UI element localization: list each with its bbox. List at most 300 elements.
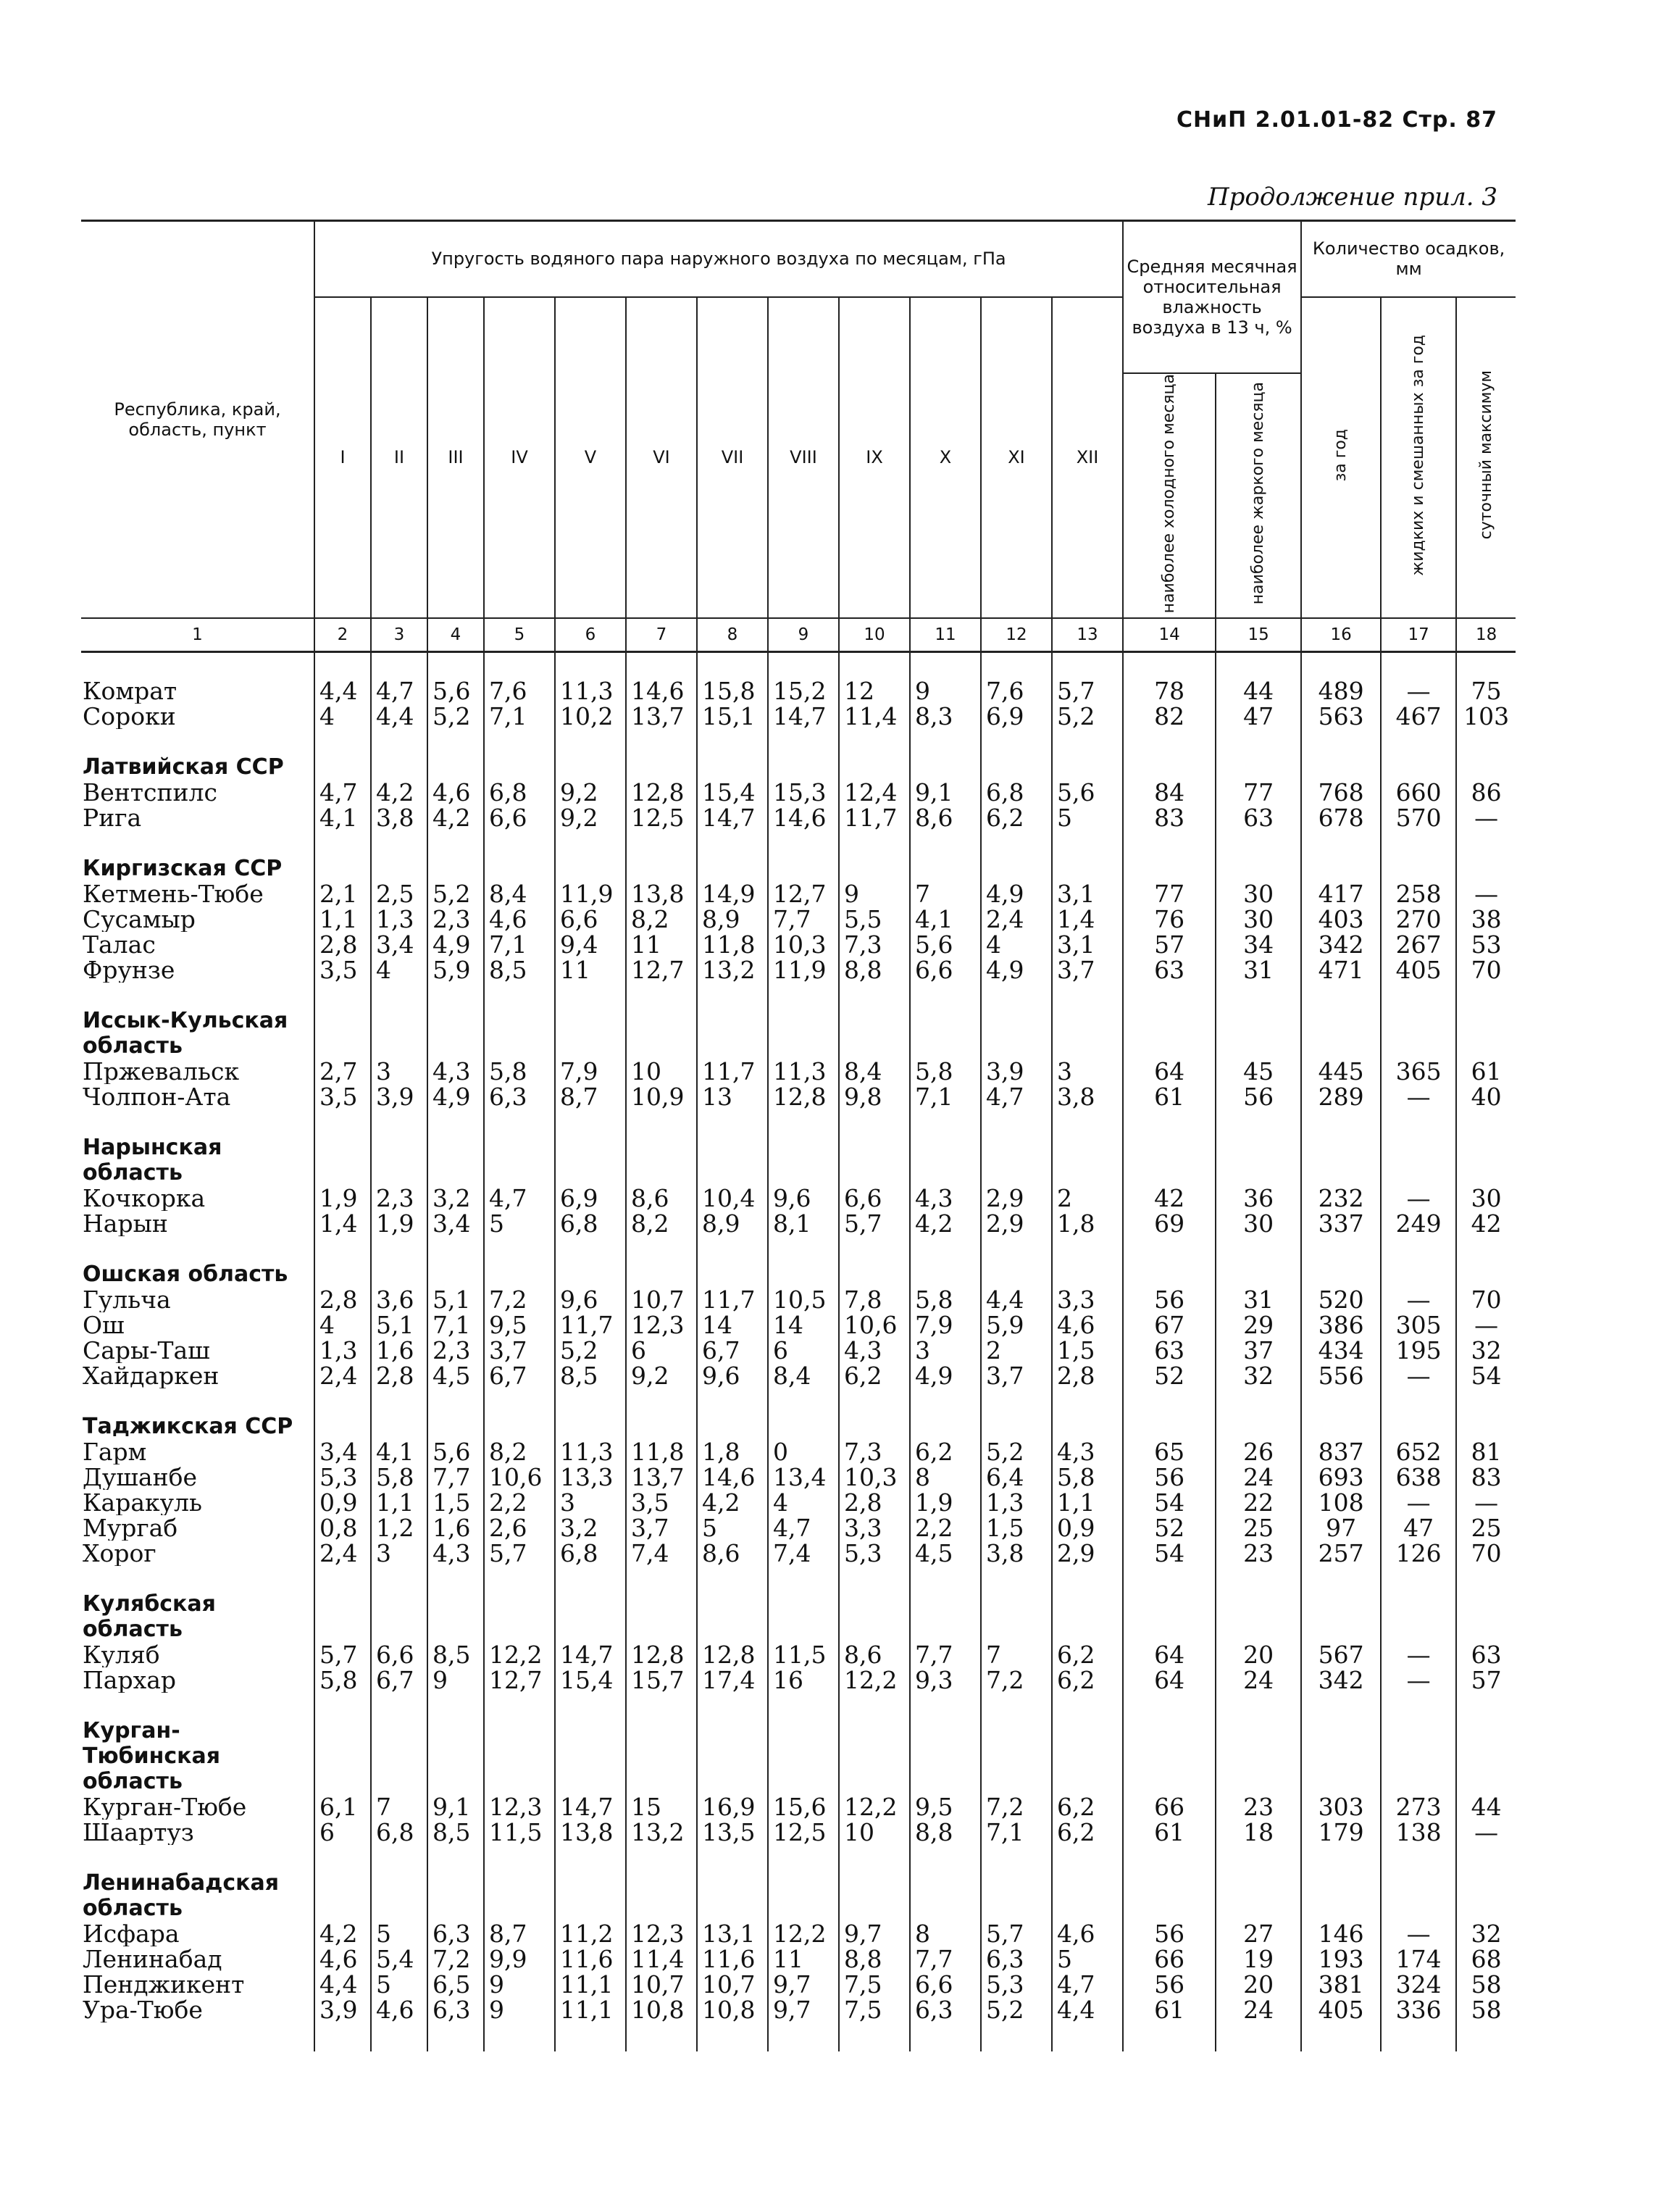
vapor-pressure-cell: 4,9 (910, 1363, 981, 1388)
vapor-pressure-cell: 7,7 (427, 1464, 484, 1490)
region-empty-cell (1381, 1591, 1456, 1642)
region-empty-cell (981, 1870, 1052, 1921)
table-row (81, 1972, 1516, 1997)
vapor-pressure-cell: 7,2 (484, 1287, 555, 1312)
vapor-pressure-cell: 5,7 (314, 1642, 371, 1667)
location-name: Сары-Таш (81, 1338, 314, 1363)
spacer-cell (427, 1236, 484, 1262)
col-header-month-3: III (427, 297, 484, 618)
vapor-pressure-cell: 3,5 (314, 957, 371, 983)
vapor-pressure-cell: 9,5 (910, 1794, 981, 1820)
page-header: СНиП 2.01.01-82 Стр. 87 (1177, 107, 1497, 133)
precipitation-cell: 195 (1381, 1338, 1456, 1363)
spacer-cell (1301, 729, 1381, 754)
vapor-pressure-cell: 4,9 (427, 1084, 484, 1109)
vapor-pressure-cell: 2,1 (314, 881, 371, 907)
col-header-month-12: XII (1052, 297, 1123, 618)
region-empty-cell (1301, 1135, 1381, 1186)
vapor-pressure-cell: 9,2 (555, 805, 626, 830)
vapor-pressure-cell: 1,2 (371, 1515, 427, 1541)
vapor-pressure-cell: 6,3 (484, 1084, 555, 1109)
vapor-pressure-cell: 12,7 (484, 1667, 555, 1693)
region-empty-cell (1123, 1414, 1216, 1439)
vapor-pressure-cell: 4 (768, 1490, 839, 1515)
location-name: Пржевальск (81, 1059, 314, 1084)
table-row (81, 957, 1516, 983)
region-empty-cell (484, 856, 555, 881)
humidity-cell: 31 (1216, 1287, 1301, 1312)
humidity-cell: 34 (1216, 932, 1301, 957)
vapor-pressure-cell: 12,8 (697, 1642, 768, 1667)
col-header-precip-liquid (1381, 297, 1456, 618)
humidity-cell: 45 (1216, 1059, 1301, 1084)
spacer-cell (314, 1388, 371, 1414)
spacer-cell (910, 1236, 981, 1262)
spacer-cell (81, 729, 314, 754)
vapor-pressure-cell: 3 (910, 1338, 981, 1363)
region-empty-cell (484, 1591, 555, 1642)
humidity-cell: 37 (1216, 1338, 1301, 1363)
location-name: Гульча (81, 1287, 314, 1312)
region-empty-cell (1123, 754, 1216, 780)
region-empty-cell (484, 1414, 555, 1439)
vapor-pressure-cell: 4,3 (427, 1541, 484, 1566)
vapor-pressure-cell: 7,3 (839, 932, 910, 957)
spacer-cell (314, 2022, 371, 2051)
region-empty-cell (484, 1262, 555, 1287)
vapor-pressure-cell: 10,7 (626, 1972, 697, 1997)
region-empty-cell (910, 1870, 981, 1921)
region-empty-cell (484, 1008, 555, 1059)
vapor-pressure-cell: 8,7 (555, 1084, 626, 1109)
vapor-pressure-cell: 8,5 (555, 1363, 626, 1388)
spacer-cell (910, 1388, 981, 1414)
spacer-cell (910, 651, 981, 678)
vapor-pressure-cell: 11 (626, 932, 697, 957)
region-empty-cell (981, 1591, 1052, 1642)
humidity-cell: 66 (1123, 1794, 1216, 1820)
humidity-cell: 24 (1216, 1997, 1301, 2022)
region-empty-cell (697, 1008, 768, 1059)
vapor-pressure-cell: 1,9 (910, 1490, 981, 1515)
vapor-pressure-cell: 10,3 (839, 1464, 910, 1490)
humidity-cell: 24 (1216, 1667, 1301, 1693)
vapor-pressure-cell: 2,9 (1052, 1541, 1123, 1566)
region-empty-cell (697, 1414, 768, 1439)
vapor-pressure-cell: 4,4 (314, 1972, 371, 1997)
vapor-pressure-cell: 14,6 (768, 805, 839, 830)
location-name: Сусамыр (81, 907, 314, 932)
spacer-cell (1123, 1109, 1216, 1135)
spacer-cell (371, 1693, 427, 1718)
column-number-cell: 17 (1381, 618, 1456, 652)
region-empty-cell (839, 1718, 910, 1794)
vapor-pressure-cell: 5 (1052, 805, 1123, 830)
region-empty-cell (1052, 1008, 1123, 1059)
vapor-pressure-cell: 9,8 (839, 1084, 910, 1109)
vapor-pressure-cell: 3,7 (484, 1338, 555, 1363)
region-empty-cell (910, 1591, 981, 1642)
spacer-cell (1301, 1109, 1381, 1135)
vapor-pressure-cell: 9,3 (910, 1667, 981, 1693)
vapor-pressure-cell: 3,3 (1052, 1287, 1123, 1312)
region-empty-cell (910, 1008, 981, 1059)
vapor-pressure-cell: 2,8 (314, 1287, 371, 1312)
vapor-pressure-cell: 8,2 (626, 907, 697, 932)
region-empty-cell (626, 1718, 697, 1794)
vapor-pressure-cell: 6,8 (484, 780, 555, 805)
vapor-pressure-cell: 4,5 (910, 1541, 981, 1566)
location-name: Кетмень-Тюбе (81, 881, 314, 907)
humidity-cell: 30 (1216, 907, 1301, 932)
spacer-cell (1456, 1566, 1516, 1591)
humidity-cell: 20 (1216, 1642, 1301, 1667)
precipitation-cell: 652 (1381, 1439, 1456, 1464)
vapor-pressure-cell: 1,4 (1052, 907, 1123, 932)
location-name: Душанбе (81, 1464, 314, 1490)
vapor-pressure-cell: 4,3 (1052, 1439, 1123, 1464)
region-empty-cell (1301, 1262, 1381, 1287)
vapor-pressure-cell: 2,2 (910, 1515, 981, 1541)
humidity-cell: 61 (1123, 1820, 1216, 1845)
region-empty-cell (697, 1591, 768, 1642)
spacer-cell (555, 729, 626, 754)
region-empty-cell (839, 1414, 910, 1439)
vapor-pressure-cell: 15,1 (697, 704, 768, 729)
vapor-pressure-cell: 7,3 (839, 1439, 910, 1464)
spacer-cell (697, 651, 768, 678)
vapor-pressure-cell: 10,3 (768, 932, 839, 957)
region-empty-cell (427, 1718, 484, 1794)
vapor-pressure-cell: 12,5 (768, 1820, 839, 1845)
col-header-humidity-cold-label: наиболее холодного месяца (1160, 373, 1179, 613)
vapor-pressure-cell: 11,8 (697, 932, 768, 957)
region-empty-cell (626, 1591, 697, 1642)
region-empty-cell (1052, 1262, 1123, 1287)
spacer-cell (839, 1845, 910, 1870)
spacer-cell (1456, 1845, 1516, 1870)
humidity-cell: 52 (1123, 1363, 1216, 1388)
region-empty-cell (768, 1870, 839, 1921)
region-empty-cell (626, 1262, 697, 1287)
vapor-pressure-cell: 4,6 (484, 907, 555, 932)
spacer-cell (1301, 830, 1381, 856)
region-name: Таджикская ССР (81, 1414, 314, 1439)
vapor-pressure-cell: 14,6 (626, 678, 697, 704)
spacer-cell (839, 1109, 910, 1135)
spacer-cell (626, 651, 697, 678)
vapor-pressure-cell: 4,4 (1052, 1997, 1123, 2022)
col-header-vapor-pressure: Упругость водяного пара наружного воздуха по месяцам, гПа (314, 221, 1123, 297)
climate-table-container (81, 220, 1510, 2051)
vapor-pressure-cell: 6,3 (427, 1997, 484, 2022)
vapor-pressure-cell: 6,7 (484, 1363, 555, 1388)
spacer-cell (839, 729, 910, 754)
vapor-pressure-cell: 14,7 (555, 1794, 626, 1820)
precipitation-cell: 556 (1301, 1363, 1381, 1388)
spacer-cell (314, 983, 371, 1008)
vapor-pressure-cell: 5,3 (839, 1541, 910, 1566)
vapor-pressure-cell: 1,5 (427, 1490, 484, 1515)
region-empty-cell (1123, 1870, 1216, 1921)
vapor-pressure-cell: 11,4 (626, 1946, 697, 1972)
spacer-cell (981, 2022, 1052, 2051)
spacer-cell (81, 651, 314, 678)
vapor-pressure-cell: 11,1 (555, 1997, 626, 2022)
vapor-pressure-cell: 9 (484, 1972, 555, 1997)
vapor-pressure-cell: 1,6 (371, 1338, 427, 1363)
table-row (81, 1312, 1516, 1338)
spacer-row (81, 2022, 1516, 2051)
spacer-cell (1381, 1109, 1456, 1135)
vapor-pressure-cell: 2,9 (981, 1186, 1052, 1211)
spacer-cell (555, 2022, 626, 2051)
region-empty-cell (484, 754, 555, 780)
region-empty-cell (981, 1262, 1052, 1287)
region-empty-cell (910, 1262, 981, 1287)
region-row (81, 1262, 1516, 1287)
vapor-pressure-cell: 10,6 (484, 1464, 555, 1490)
vapor-pressure-cell: 10,7 (626, 1287, 697, 1312)
spacer-cell (768, 651, 839, 678)
table-row (81, 1541, 1516, 1566)
region-empty-cell (1381, 1008, 1456, 1059)
vapor-pressure-cell: 5,2 (427, 881, 484, 907)
vapor-pressure-cell: 11,5 (768, 1642, 839, 1667)
vapor-pressure-cell: 11,4 (839, 704, 910, 729)
vapor-pressure-cell: 4,6 (1052, 1312, 1123, 1338)
table-row (81, 1464, 1516, 1490)
vapor-pressure-cell: 10 (626, 1059, 697, 1084)
vapor-pressure-cell: 2,4 (314, 1541, 371, 1566)
region-empty-cell (371, 1414, 427, 1439)
vapor-pressure-cell: 2,3 (427, 907, 484, 932)
spacer-cell (981, 1693, 1052, 1718)
precipitation-cell: 61 (1456, 1059, 1516, 1084)
vapor-pressure-cell: 7,9 (910, 1312, 981, 1338)
region-empty-cell (1301, 1718, 1381, 1794)
vapor-pressure-cell: 1,9 (314, 1186, 371, 1211)
humidity-cell: 56 (1123, 1921, 1216, 1946)
vapor-pressure-cell: 6,2 (910, 1439, 981, 1464)
humidity-cell: 67 (1123, 1312, 1216, 1338)
vapor-pressure-cell: 2,4 (314, 1363, 371, 1388)
vapor-pressure-cell: 1,8 (697, 1439, 768, 1464)
vapor-pressure-cell: 12,2 (839, 1794, 910, 1820)
region-empty-cell (371, 1718, 427, 1794)
spacer-cell (484, 830, 555, 856)
vapor-pressure-cell: 13,7 (626, 704, 697, 729)
spacer-cell (768, 1388, 839, 1414)
humidity-cell: 25 (1216, 1515, 1301, 1541)
region-empty-cell (1381, 1870, 1456, 1921)
vapor-pressure-cell: 3,7 (626, 1515, 697, 1541)
region-empty-cell (1052, 1414, 1123, 1439)
region-row (81, 856, 1516, 881)
vapor-pressure-cell: 5,6 (427, 678, 484, 704)
vapor-pressure-cell: 12,3 (626, 1921, 697, 1946)
spacer-cell (484, 983, 555, 1008)
col-header-precipitation: Количество осадков, мм (1301, 221, 1516, 297)
spacer-cell (768, 983, 839, 1008)
column-number-cell: 5 (484, 618, 555, 652)
spacer-cell (1301, 2022, 1381, 2051)
spacer-cell (314, 1109, 371, 1135)
vapor-pressure-cell: 2,8 (314, 932, 371, 957)
vapor-pressure-cell: 9,1 (910, 780, 981, 805)
table-row (81, 1059, 1516, 1084)
precipitation-cell: 32 (1456, 1338, 1516, 1363)
region-row (81, 1718, 1516, 1794)
precipitation-cell: — (1381, 1642, 1456, 1667)
spacer-cell (1052, 1388, 1123, 1414)
vapor-pressure-cell: 9,9 (484, 1946, 555, 1972)
precipitation-cell: 257 (1301, 1541, 1381, 1566)
vapor-pressure-cell: 12 (839, 678, 910, 704)
vapor-pressure-cell: 5,7 (1052, 678, 1123, 704)
precipitation-cell: 520 (1301, 1287, 1381, 1312)
table-row (81, 1211, 1516, 1236)
location-name: Ура-Тюбе (81, 1997, 314, 2022)
region-empty-cell (427, 1414, 484, 1439)
region-empty-cell (626, 1135, 697, 1186)
precipitation-cell: 386 (1301, 1312, 1381, 1338)
location-name: Хорог (81, 1541, 314, 1566)
vapor-pressure-cell: 5,2 (981, 1997, 1052, 2022)
spacer-cell (427, 983, 484, 1008)
vapor-pressure-cell: 11,9 (768, 957, 839, 983)
humidity-cell: 56 (1123, 1464, 1216, 1490)
spacer-cell (427, 1109, 484, 1135)
vapor-pressure-cell: 8,9 (697, 1211, 768, 1236)
humidity-cell: 63 (1216, 805, 1301, 830)
humidity-cell: 63 (1123, 957, 1216, 983)
spacer-cell (1456, 729, 1516, 754)
spacer-cell (81, 1109, 314, 1135)
location-name: Шаартуз (81, 1820, 314, 1845)
vapor-pressure-cell: 6,2 (839, 1363, 910, 1388)
spacer-cell (981, 1566, 1052, 1591)
spacer-cell (626, 983, 697, 1008)
vapor-pressure-cell: 4,3 (910, 1186, 981, 1211)
table-row (81, 805, 1516, 830)
humidity-cell: 22 (1216, 1490, 1301, 1515)
column-number-cell: 18 (1456, 618, 1516, 652)
table-row (81, 1084, 1516, 1109)
vapor-pressure-cell: 14,6 (697, 1464, 768, 1490)
spacer-cell (697, 1566, 768, 1591)
vapor-pressure-cell: 3,9 (371, 1084, 427, 1109)
vapor-pressure-cell: 14,7 (555, 1642, 626, 1667)
vapor-pressure-cell: 5,2 (555, 1338, 626, 1363)
spacer-cell (626, 1566, 697, 1591)
precipitation-cell: 434 (1301, 1338, 1381, 1363)
spacer-row (81, 830, 1516, 856)
vapor-pressure-cell: 6,4 (981, 1464, 1052, 1490)
spacer-cell (981, 1845, 1052, 1870)
vapor-pressure-cell: 5,6 (427, 1439, 484, 1464)
vapor-pressure-cell: 1,8 (1052, 1211, 1123, 1236)
spacer-cell (839, 983, 910, 1008)
precipitation-cell: — (1381, 1667, 1456, 1693)
precipitation-cell: 489 (1301, 678, 1381, 704)
precipitation-cell: 126 (1381, 1541, 1456, 1566)
vapor-pressure-cell: 7,2 (981, 1667, 1052, 1693)
vapor-pressure-cell: 10,9 (626, 1084, 697, 1109)
vapor-pressure-cell: 5,6 (1052, 780, 1123, 805)
spacer-cell (1123, 1236, 1216, 1262)
spacer-cell (484, 1566, 555, 1591)
region-empty-cell (910, 1135, 981, 1186)
spacer-cell (839, 830, 910, 856)
region-empty-cell (1301, 1591, 1381, 1642)
humidity-cell: 30 (1216, 881, 1301, 907)
spacer-cell (1381, 983, 1456, 1008)
spacer-cell (555, 1845, 626, 1870)
spacer-row (81, 729, 1516, 754)
region-empty-cell (555, 1870, 626, 1921)
region-empty-cell (768, 1135, 839, 1186)
spacer-cell (81, 1693, 314, 1718)
vapor-pressure-cell: 9,6 (768, 1186, 839, 1211)
vapor-pressure-cell: 6,2 (1052, 1667, 1123, 1693)
vapor-pressure-cell: 14,7 (697, 805, 768, 830)
vapor-pressure-cell: 7,1 (910, 1084, 981, 1109)
vapor-pressure-cell: 3,8 (1052, 1084, 1123, 1109)
region-empty-cell (910, 856, 981, 881)
vapor-pressure-cell: 8 (910, 1464, 981, 1490)
vapor-pressure-cell: 12,2 (839, 1667, 910, 1693)
spacer-cell (555, 1693, 626, 1718)
region-empty-cell (1216, 1591, 1301, 1642)
spacer-cell (1301, 1236, 1381, 1262)
precipitation-cell: 58 (1456, 1997, 1516, 2022)
spacer-cell (371, 1845, 427, 1870)
col-header-month-8: VIII (768, 297, 839, 618)
vapor-pressure-cell: 5,9 (427, 957, 484, 983)
humidity-cell: 57 (1123, 932, 1216, 957)
col-header-month-9: IX (839, 297, 910, 618)
vapor-pressure-cell: 8,6 (626, 1186, 697, 1211)
vapor-pressure-cell: 11,7 (555, 1312, 626, 1338)
vapor-pressure-cell: 15,6 (768, 1794, 839, 1820)
vapor-pressure-cell: 10,6 (839, 1312, 910, 1338)
climate-table (81, 220, 1516, 2051)
spacer-cell (697, 983, 768, 1008)
vapor-pressure-cell: 4,2 (371, 780, 427, 805)
region-empty-cell (555, 1718, 626, 1794)
region-empty-cell (626, 1414, 697, 1439)
precipitation-cell: 342 (1301, 1667, 1381, 1693)
vapor-pressure-cell: 13,1 (697, 1921, 768, 1946)
region-empty-cell (314, 1591, 371, 1642)
spacer-cell (1216, 729, 1301, 754)
vapor-pressure-cell: 5,7 (981, 1921, 1052, 1946)
spacer-cell (981, 1388, 1052, 1414)
spacer-cell (81, 1388, 314, 1414)
vapor-pressure-cell: 11,5 (484, 1820, 555, 1845)
spacer-cell (371, 651, 427, 678)
vapor-pressure-cell: 3,5 (626, 1490, 697, 1515)
precipitation-cell: — (1456, 1312, 1516, 1338)
vapor-pressure-cell: 5,7 (484, 1541, 555, 1566)
spacer-cell (1456, 1388, 1516, 1414)
vapor-pressure-cell: 8,6 (697, 1541, 768, 1566)
precipitation-cell: 267 (1381, 932, 1456, 957)
vapor-pressure-cell: 6,6 (555, 907, 626, 932)
column-number-cell: 8 (697, 618, 768, 652)
spacer-cell (555, 983, 626, 1008)
